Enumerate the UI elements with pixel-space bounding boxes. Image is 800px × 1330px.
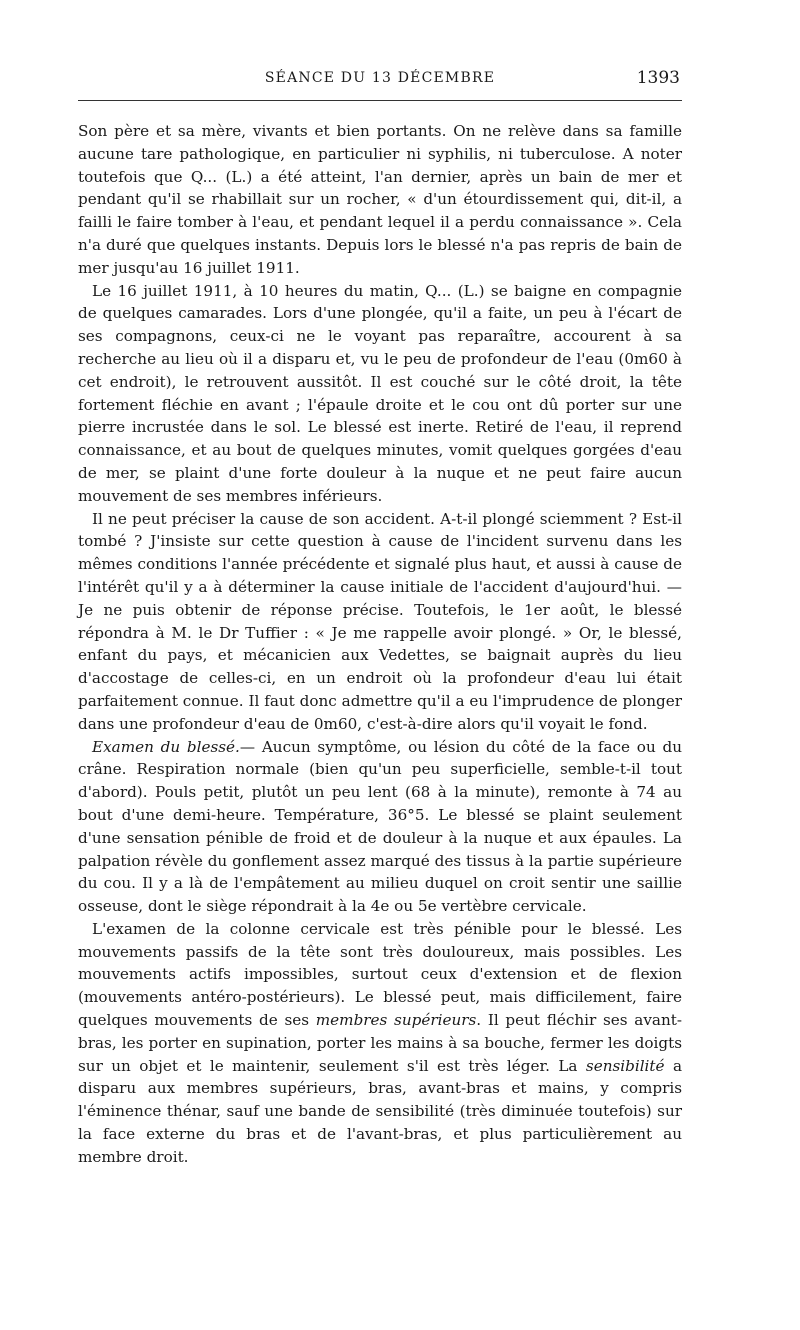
paragraph-examination <box>78 736 682 918</box>
paragraph-text: a disparu aux membres supérieurs, bras, avant-bras et mains, y compris l'éminence thénar, sauf une bande de sensibilité (très diminuée toutefois) sur la face externe du bras et de l'avant-bras, et plus particulièrement au membre droit. <box>78 1056 682 1166</box>
emphasis-term: membres supérieurs <box>315 1011 477 1030</box>
paragraph-text: . Il peut fléchir ses avant-bras, les porter en supination, porter les mains à sa bouche, fermer les doigts sur un objet et le maintenir, seulement s'il est très léger. La <box>78 1011 682 1075</box>
section-lead: Examen du blessé. <box>92 737 240 756</box>
body-text <box>78 120 682 1169</box>
paragraph-family-history: Son père et sa mère, vivants et bien portants. On ne relève dans sa famille aucune tare pathologique, en particulier ni syphilis, ni tuberculose. A noter toutefois que Q... (L.) a été atteint, l'an dernier, après un bain de mer et pendant qu'il se rhabillait sur un rocher, « d'un étourdissement qui, dit-il, a failli le faire tomber à l'eau, et pendant lequel il a perdu connaissance ». Cela n'a duré que quelques instants. Depuis lors le blessé n'a pas repris de bain de mer jusqu'au 16 juillet 1911. <box>78 122 682 277</box>
running-head: SÉANCE DU 13 DÉCEMBRE <box>264 70 496 86</box>
emphasis-term: sensibilité <box>585 1056 665 1075</box>
paragraph-cause: Il ne peut préciser la cause de son accident. A-t-il plongé sciemment ? Est-il tombé ? J'insiste sur cette question à cause de l'incident survenu dans les mêmes conditions l'année précédente et signalé plus haut, et aussi à cause de l'intérêt qu'il y a à déterminer la cause initiale de l'accident d'aujourd'hui. — Je ne puis obtenir de réponse précise. Toutefois, le 1er août, le blessé répondra à M. le Dr Tuffier : « Je me rappelle avoir plongé. » Or, le blessé, enfant du pays, et mécanicien aux Vedettes, se baignait auprès du lieu d'accostage de celles-ci, en un endroit où la profondeur d'eau lui était parfaitement connue. Il faut donc admettre qu'il a eu l'imprudence de plonger dans une profondeur d'eau de 0m60, c'est-à-dire alors qu'il voyait le fond. <box>78 509 682 733</box>
page-header <box>78 64 682 101</box>
page-number: 1393 <box>636 68 680 88</box>
paragraph-accident: Le 16 juillet 1911, à 10 heures du matin, Q... (L.) se baigne en compagnie de quelques camarades. Lors d'une plongée, qu'il a faite, un peu à l'écart de ses compagnons, ceux-ci ne le voyant pas reparaître, accourent à sa recherche au lieu où il a disparu et, vu le peu de profondeur de l'eau (0m60 à cet endroit), le retrouvent aussitôt. Il est couché sur le côté droit, la tête fortement fléchie en avant ; l'épaule droite et le cou ont dû porter sur une pierre incrustée dans le sol. Le blessé est inerte. Retiré de l'eau, il reprend connaissance, et au bout de quelques minutes, vomit quelques gorgées d'eau de mer, se plaint d'une forte douleur à la nuque et ne peut faire aucun mouvement de ses membres inférieurs. <box>78 281 682 505</box>
paragraph-cervical-exam <box>78 918 682 1169</box>
paragraph-text: L'examen de la colonne cervicale est très pénible pour le blessé. Les mouvements passifs de la tête sont très douloureux, mais possibles. Les mouvements actifs impossibles, surtout ceux d'extension et de flexion (mouvements antéro-postérieurs). Le blessé peut, mais difficilement, faire quelques mouvements de ses <box>78 919 682 1030</box>
paragraph-text: — Aucun symptôme, ou lésion du côté de la face ou du crâne. Respiration normale (bien qu'un peu superficielle, semble-t-il tout d'abord). Pouls petit, plutôt un peu lent (68 à la minute), remonte à 74 au bout d'une demi-heure. Température, 36°5. Le blessé se plaint seulement d'une sensation pénible de froid et de douleur à la nuque et aux épaules. La palpation révèle du gonflement assez marqué des tissus à la partie supérieure du cou. Il y a là de l'empâtement au milieu duquel on croit sentir une saillie osseuse, dont le siège répondrait à la 4e ou 5e vertèbre cervicale. <box>78 737 682 916</box>
